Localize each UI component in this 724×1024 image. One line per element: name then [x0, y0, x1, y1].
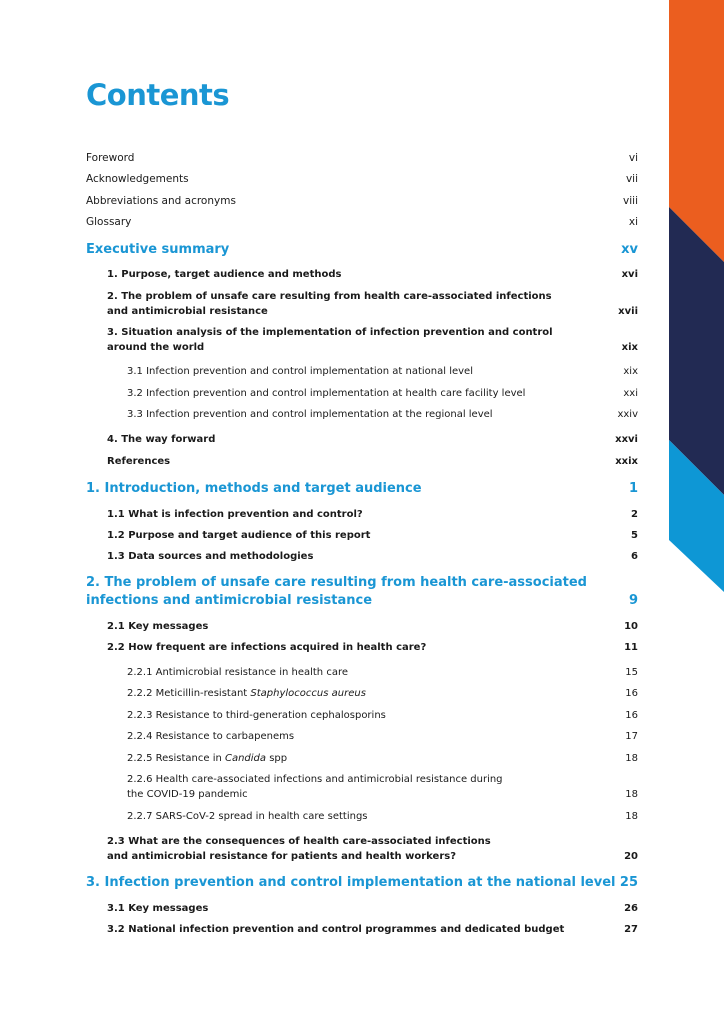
entry-italic-text: Candida	[224, 753, 267, 764]
entry-line: 2.2.6 Health care-associated infections and antimicrobial resistance during	[127, 774, 503, 785]
section-label: 3. Infection prevention and control implementation at the national level	[86, 875, 616, 890]
toc-entry-foreword[interactable]	[86, 151, 638, 166]
entry-page: xxi	[623, 388, 638, 399]
toc-entry[interactable]	[127, 708, 638, 723]
toc-entry[interactable]	[127, 686, 638, 701]
entry-page: 2	[631, 509, 638, 520]
section-label	[86, 574, 587, 610]
entry-page: xvii	[618, 306, 638, 317]
toc-entry-glossary[interactable]	[86, 215, 638, 230]
entry-page: xvi	[621, 269, 638, 280]
entry-page: xxvi	[615, 434, 638, 445]
entry-line: and antimicrobial resistance for patients and health workers?	[107, 851, 457, 862]
entry-label: 2.1 Key messages	[107, 621, 209, 632]
entry-label: 2.2.4 Resistance to carbapenems	[127, 731, 295, 742]
entry-line: 2. The problem of unsafe care resulting from health care-associated infections	[107, 291, 552, 302]
toc-entry-acknowledgements[interactable]	[86, 172, 638, 187]
entry-page: vii	[625, 173, 638, 185]
entry-label: 3.2 Infection prevention and control implementation at health care facility level	[127, 388, 526, 399]
entry-page: xxiv	[617, 409, 638, 420]
toc-entry[interactable]	[127, 809, 638, 824]
toc-entry[interactable]	[107, 454, 638, 469]
toc-entry[interactable]	[127, 364, 638, 379]
toc-entry[interactable]	[107, 528, 638, 543]
page-title: Contents	[86, 78, 230, 112]
toc-entry[interactable]	[127, 772, 638, 802]
toc-section-chapter-3[interactable]	[86, 874, 638, 892]
entry-italic-text: Staphylococcus aureus	[250, 688, 366, 699]
toc-entry[interactable]	[107, 325, 638, 355]
entry-label	[127, 686, 366, 701]
entry-label: 1.1 What is infection prevention and control?	[107, 509, 363, 520]
toc-section-executive-summary[interactable]	[86, 241, 638, 259]
toc-entry[interactable]	[107, 640, 638, 655]
toc-entry[interactable]	[107, 922, 638, 937]
entry-label: Foreword	[86, 152, 135, 164]
toc-section-chapter-1[interactable]	[86, 480, 638, 498]
toc-entry[interactable]	[107, 901, 638, 916]
entry-page: 18	[625, 789, 638, 800]
entry-page: xxix	[615, 456, 638, 467]
entry-page: 6	[631, 551, 638, 562]
toc-entry[interactable]	[127, 665, 638, 680]
entry-text: 2.2.2 Meticillin-resistant	[127, 688, 251, 699]
entry-label: Acknowledgements	[86, 173, 189, 185]
entry-page: 15	[625, 667, 638, 678]
entry-page: 16	[625, 688, 638, 699]
entry-label: 1.3 Data sources and methodologies	[107, 551, 314, 562]
entry-label	[107, 289, 552, 319]
entry-text: 2.2.5 Resistance in	[127, 753, 225, 764]
entry-page: viii	[623, 195, 638, 207]
entry-label: References	[107, 456, 171, 467]
entry-page: 18	[625, 753, 638, 764]
entry-label	[107, 325, 553, 355]
section-page: 9	[628, 593, 638, 608]
entry-page: 16	[625, 710, 638, 721]
section-page: 1	[628, 481, 638, 496]
section-label: 1. Introduction, methods and target audience	[86, 481, 422, 496]
entry-page: xix	[621, 342, 638, 353]
entry-page: 27	[624, 924, 638, 935]
entry-line: around the world	[107, 342, 205, 353]
entry-page: 26	[624, 903, 638, 914]
toc-entry[interactable]	[107, 549, 638, 564]
entry-page: 20	[624, 851, 638, 862]
entry-line: the COVID-19 pandemic	[127, 789, 248, 800]
entry-label	[127, 772, 503, 802]
entry-page: 11	[624, 642, 638, 653]
entry-label	[127, 751, 287, 766]
section-page: 25	[619, 875, 638, 890]
entry-line: and antimicrobial resistance	[107, 306, 268, 317]
entry-page: vi	[628, 152, 638, 164]
toc-entry[interactable]	[107, 289, 638, 319]
entry-label: 3.1 Key messages	[107, 903, 209, 914]
entry-page: 17	[625, 731, 638, 742]
entry-label: 2.2.3 Resistance to third-generation cephalosporins	[127, 710, 386, 721]
section-line: 2. The problem of unsafe care resulting from health care-associated	[86, 575, 587, 590]
entry-page: 5	[631, 530, 638, 541]
section-line: infections and antimicrobial resistance	[86, 593, 373, 608]
section-page: xv	[621, 242, 638, 257]
entry-label: 4. The way forward	[107, 434, 216, 445]
entry-label: 3.3 Infection prevention and control implementation at the regional level	[127, 409, 493, 420]
entry-label: 2.2 How frequent are infections acquired in health care?	[107, 642, 427, 653]
toc-entry[interactable]	[107, 619, 638, 634]
toc-section-chapter-2[interactable]	[86, 574, 638, 610]
entry-page: 10	[624, 621, 638, 632]
entry-label: 3.1 Infection prevention and control implementation at national level	[127, 366, 473, 377]
toc-entry[interactable]	[107, 267, 638, 282]
entry-line: 2.3 What are the consequences of health care-associated infections	[107, 836, 491, 847]
toc-entry[interactable]	[107, 432, 638, 447]
entry-label: Abbreviations and acronyms	[86, 195, 236, 207]
toc-entry[interactable]	[127, 386, 638, 401]
entry-text: spp	[266, 753, 288, 764]
toc-entry-abbreviations[interactable]	[86, 194, 638, 209]
toc-entry[interactable]	[127, 407, 638, 422]
section-label: Executive summary	[86, 242, 230, 257]
entry-page: 18	[625, 811, 638, 822]
entry-label: Glossary	[86, 216, 132, 228]
entry-line: 3. Situation analysis of the implementation of infection prevention and control	[107, 327, 553, 338]
entry-label: 2.2.7 SARS-CoV-2 spread in health care settings	[127, 811, 368, 822]
toc-entry[interactable]	[107, 834, 638, 864]
toc-entry[interactable]	[127, 751, 638, 766]
entry-page: xi	[628, 216, 638, 228]
entry-page: xix	[623, 366, 638, 377]
entry-label: 2.2.1 Antimicrobial resistance in health care	[127, 667, 348, 678]
toc-entry[interactable]	[107, 507, 638, 522]
entry-label: 3.2 National infection prevention and control programmes and dedicated budget	[107, 924, 565, 935]
toc-entry[interactable]	[127, 729, 638, 744]
entry-label: 1.2 Purpose and target audience of this report	[107, 530, 371, 541]
entry-label: 1. Purpose, target audience and methods	[107, 269, 342, 280]
entry-label	[107, 834, 491, 864]
